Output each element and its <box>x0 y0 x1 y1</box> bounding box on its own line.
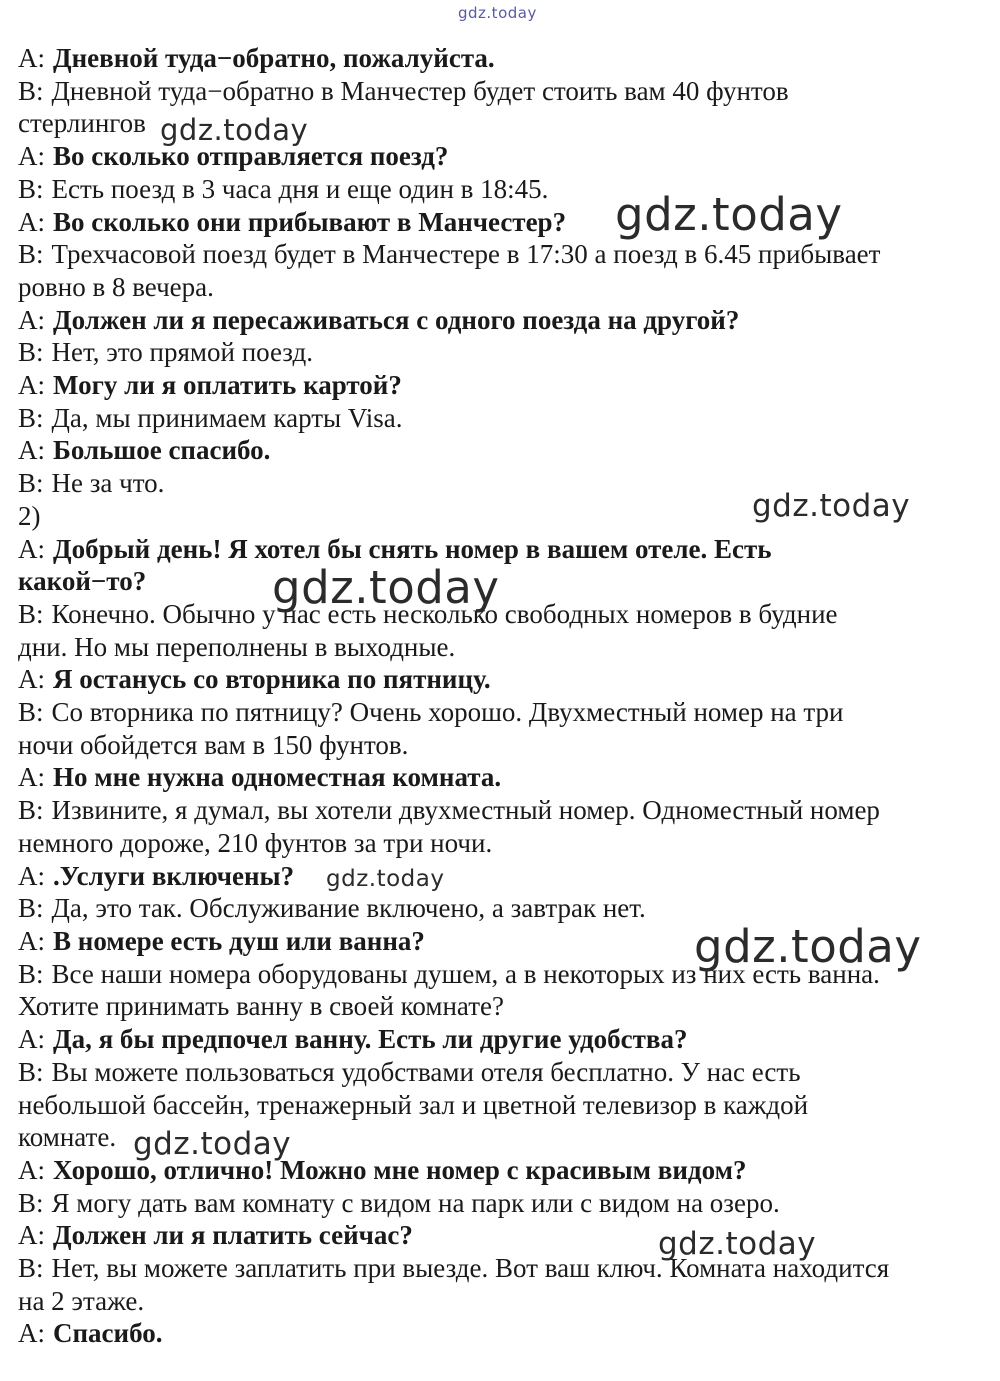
dialogue-line <box>18 75 983 108</box>
watermark: gdz.today <box>658 1226 817 1262</box>
dialogue-line <box>18 761 983 794</box>
answer-text: Да, мы принимаем карты Visa. <box>51 402 403 433</box>
question-text: Спасибо. <box>53 1318 163 1349</box>
watermark-top: gdz.today <box>458 4 537 22</box>
speaker-label: B: <box>18 795 44 826</box>
answer-text: Трехчасовой поезд будет в Манчестере в 17:30 а поезд в 6.45 прибывает <box>51 239 881 270</box>
speaker-label: A: <box>18 304 45 335</box>
speaker-label: A: <box>18 762 45 793</box>
watermark: gdz.today <box>326 866 445 892</box>
answer-text: Все наши номера оборудованы душем, а в некоторых из них есть ванна. <box>51 958 880 989</box>
answer-text: немного дороже, 210 фунтов за три ночи. <box>18 827 493 858</box>
dialogue-line <box>18 827 983 860</box>
answer-text: Со вторника по пятницу? Очень хорошо. Двухместный номер на три <box>51 697 844 728</box>
dialogue-line <box>18 1023 983 1056</box>
dialogue-line <box>18 565 983 598</box>
question-text: Должен ли я пересаживаться с одного поезда на другой? <box>53 304 740 335</box>
dialogue-line <box>18 794 983 827</box>
answer-text: Вы можете пользоваться удобствами отеля бесплатно. У нас есть <box>51 1056 801 1087</box>
answer-text: 2) <box>18 500 41 531</box>
speaker-label: A: <box>18 370 45 401</box>
answer-text: Нет, это прямой поезд. <box>51 337 313 368</box>
speaker-label: B: <box>18 893 44 924</box>
question-text: В номере есть душ или ванна? <box>53 925 425 956</box>
watermark: gdz.today <box>133 1126 292 1162</box>
speaker-label: A: <box>18 860 45 891</box>
dialogue-line <box>18 696 983 729</box>
speaker-label: A: <box>18 533 45 564</box>
dialogue-line <box>18 304 983 337</box>
question-text: Но мне нужна одноместная комната. <box>53 762 502 793</box>
answer-text: Конечно. Обычно у нас есть несколько свободных номеров в будние <box>51 598 838 629</box>
speaker-label: B: <box>18 697 44 728</box>
question-text: Я останусь со вторника по пятницу. <box>53 664 491 695</box>
dialogue-line <box>18 729 983 762</box>
dialogue-line <box>18 42 983 75</box>
speaker-label: A: <box>18 1024 45 1055</box>
question-text: Хорошо, отлично! Можно мне номер с красивым видом? <box>53 1154 747 1185</box>
answer-text: Я могу дать вам комнату с видом на парк или с видом на озеро. <box>51 1187 780 1218</box>
answer-text: Дневной туда−обратно в Манчестер будет стоить вам 40 фунтов <box>51 75 789 106</box>
speaker-label: A: <box>18 141 45 172</box>
dialogue-line <box>18 369 983 402</box>
speaker-label: A: <box>18 925 45 956</box>
speaker-label: A: <box>18 664 45 695</box>
question-text: Во сколько они прибывают в Манчестер? <box>53 206 567 237</box>
dialogue-line <box>18 1252 983 1285</box>
answer-text: Да, это так. Обслуживание включено, а завтрак нет. <box>51 893 646 924</box>
watermark: gdz.today <box>752 488 911 524</box>
speaker-label: B: <box>18 958 44 989</box>
dialogue-line <box>18 271 983 304</box>
watermark: gdz.today <box>160 113 309 147</box>
dialogue-line <box>18 1089 983 1122</box>
watermark: gdz.today <box>272 561 500 614</box>
answer-text: Нет, вы можете заплатить при выезде. Вот ваш ключ. Комната находится <box>51 1253 890 1284</box>
speaker-label: B: <box>18 239 44 270</box>
answer-text: Не за что. <box>51 468 165 499</box>
answer-text: комнате. <box>18 1122 117 1153</box>
answer-text: небольшой бассейн, тренажерный зал и цветной телевизор в каждой <box>18 1089 809 1120</box>
dialogue-line <box>18 1285 983 1318</box>
speaker-label: B: <box>18 1187 44 1218</box>
speaker-label: A: <box>18 435 45 466</box>
question-text: .Услуги включены? <box>53 860 295 891</box>
answer-text: Хотите принимать ванну в своей комнате? <box>18 991 504 1022</box>
question-text: Во сколько отправляется поезд? <box>53 141 449 172</box>
speaker-label: B: <box>18 1056 44 1087</box>
dialogue-line <box>18 990 983 1023</box>
question-text: Могу ли я оплатить картой? <box>53 370 402 401</box>
watermark: gdz.today <box>615 188 843 241</box>
answer-text: на 2 этаже. <box>18 1285 145 1316</box>
speaker-label: A: <box>18 206 45 237</box>
dialogue-line <box>18 402 983 435</box>
answer-text: Есть поезд в 3 часа дня и еще один в 18:45. <box>51 173 549 204</box>
speaker-label: A: <box>18 43 45 73</box>
speaker-label: B: <box>18 1253 44 1284</box>
speaker-label: B: <box>18 337 44 368</box>
question-text: Должен ли я платить сейчас? <box>53 1220 413 1251</box>
dialogue-line <box>18 631 983 664</box>
speaker-label: B: <box>18 75 44 106</box>
dialogue-line <box>18 860 983 893</box>
dialogue-line <box>18 336 983 369</box>
dialogue-line <box>18 598 983 631</box>
speaker-label: B: <box>18 598 44 629</box>
dialogue-line <box>18 1187 983 1220</box>
dialogue-line <box>18 1056 983 1089</box>
question-text: Дневной туда−обратно, пожалуйста. <box>53 43 495 73</box>
dialogue-line <box>18 533 983 566</box>
question-text: Большое спасибо. <box>53 435 271 466</box>
dialogue-line <box>18 1219 983 1252</box>
answer-text: стерлингов <box>18 108 146 139</box>
dialogue-line <box>18 1317 983 1350</box>
dialogue-line <box>18 238 983 271</box>
answer-text: ровно в 8 вечера. <box>18 271 214 302</box>
question-text: Да, я бы предпочел ванну. Есть ли другие удобства? <box>53 1024 688 1055</box>
speaker-label: A: <box>18 1220 45 1251</box>
dialogue-line <box>18 663 983 696</box>
answer-text: дни. Но мы переполнены в выходные. <box>18 631 456 662</box>
watermark: gdz.today <box>694 920 922 973</box>
question-text: Добрый день! Я хотел бы снять номер в вашем отеле. Есть <box>53 533 772 564</box>
speaker-label: A: <box>18 1154 45 1185</box>
speaker-label: B: <box>18 173 44 204</box>
answer-text: Извините, я думал, вы хотели двухместный номер. Одноместный номер <box>51 795 880 826</box>
dialogue-line <box>18 434 983 467</box>
speaker-label: B: <box>18 468 44 499</box>
answer-text: ночи обойдется вам в 150 фунтов. <box>18 729 409 760</box>
question-text: какой−то? <box>18 566 147 597</box>
speaker-label: B: <box>18 402 44 433</box>
speaker-label: A: <box>18 1318 45 1349</box>
